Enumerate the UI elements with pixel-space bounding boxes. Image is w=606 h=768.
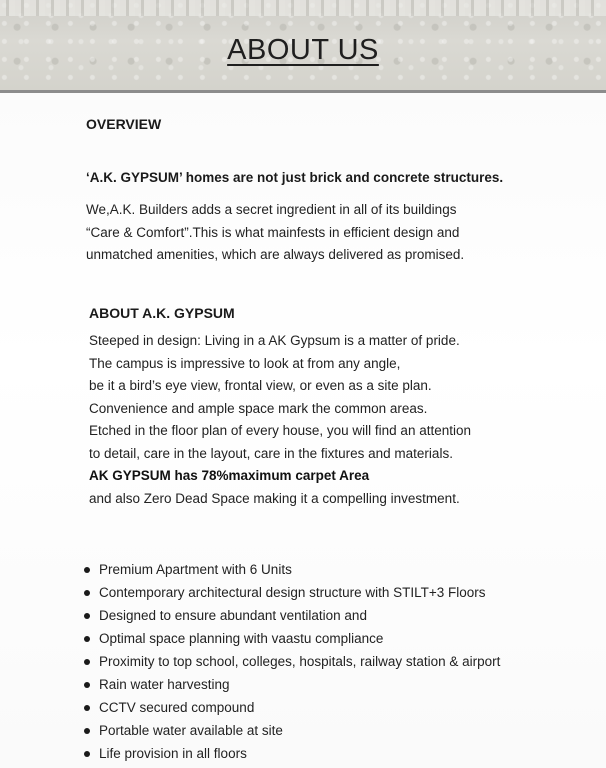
- bullet-icon: [84, 613, 90, 619]
- about-line: The campus is impressive to look at from any angle,: [89, 355, 401, 371]
- features-list: [82, 558, 500, 765]
- bullet-icon: [84, 705, 90, 711]
- bullet-icon: [84, 590, 90, 596]
- header-banner: [0, 0, 606, 93]
- about-line: to detail, care in the layout, care in the fixtures and materials.: [89, 445, 453, 461]
- overview-tagline: ‘A.K. GYPSUM’ homes are not just brick and concrete structures.: [86, 170, 504, 185]
- feature-text: Contemporary architectural design structure with STILT+3 Floors: [99, 585, 486, 600]
- bullet-icon: [84, 636, 90, 642]
- overview-paragraph: [86, 199, 464, 267]
- feature-text: Proximity to top school, colleges, hospitals, railway station & airport: [99, 654, 501, 669]
- about-line: and also Zero Dead Space making it a compelling investment.: [89, 490, 460, 506]
- overview-heading: OVERVIEW: [86, 116, 162, 132]
- feature-item: [82, 604, 500, 627]
- bullet-icon: [84, 728, 90, 734]
- about-paragraph: [89, 330, 471, 510]
- feature-item: [82, 719, 500, 742]
- overview-line: We,A.K. Builders adds a secret ingredient in all of its buildings: [86, 202, 457, 217]
- page-title: ABOUT US: [227, 34, 379, 66]
- feature-text: Rain water harvesting: [99, 677, 230, 692]
- bullet-icon: [84, 659, 90, 665]
- about-line: Steeped in design: Living in a AK Gypsum is a matter of pride.: [89, 333, 460, 348]
- about-line: Convenience and ample space mark the common areas.: [89, 400, 428, 416]
- feature-item: [82, 650, 500, 673]
- feature-item: [82, 627, 500, 650]
- bullet-icon: [84, 567, 90, 573]
- about-heading: ABOUT A.K. GYPSUM: [89, 305, 235, 321]
- feature-text: Premium Apartment with 6 Units: [99, 562, 292, 577]
- document-body: [0, 93, 606, 768]
- feature-text: Life provision in all floors: [99, 746, 247, 761]
- bullet-icon: [84, 682, 90, 688]
- feature-item: [82, 581, 500, 604]
- about-line: Etched in the floor plan of every house, you will find an attention: [89, 423, 471, 438]
- carpet-area-highlight: AK GYPSUM has 78%maximum carpet Area: [89, 468, 370, 483]
- overview-line: unmatched amenities, which are always delivered as promised.: [86, 247, 465, 262]
- feature-item: [82, 696, 500, 719]
- feature-item: [82, 558, 500, 581]
- about-line: be it a bird’s eye view, frontal view, or even as a site plan.: [89, 378, 432, 393]
- feature-text: CCTV secured compound: [99, 700, 255, 715]
- feature-text: Portable water available at site: [99, 723, 283, 738]
- feature-text: Designed to ensure abundant ventilation and: [99, 608, 367, 623]
- overview-line: “Care & Comfort”.This is what mainfests in efficient design and: [86, 224, 460, 240]
- feature-item: [82, 742, 500, 765]
- feature-text: Optimal space planning with vaastu compliance: [99, 631, 384, 646]
- feature-item: [82, 673, 500, 696]
- bullet-icon: [84, 751, 90, 757]
